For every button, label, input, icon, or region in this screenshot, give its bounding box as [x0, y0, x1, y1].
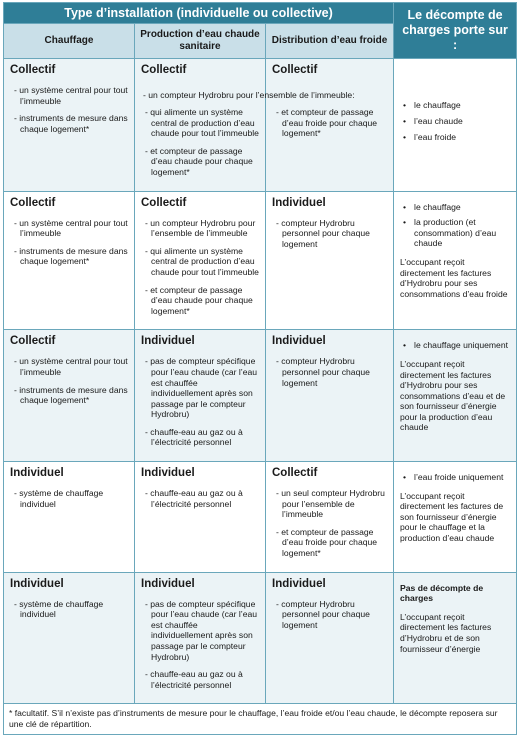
- decompte-text: L’occupant reçoit directement les factures d’Hydrobru et de son fournisseur d’énergie: [400, 611, 492, 654]
- row1-decompte-cell: [394, 59, 517, 192]
- cell-title: Individuel: [272, 577, 326, 590]
- list-item: - instruments de mesure dans chaque logement*: [10, 385, 128, 406]
- row2-eau-froide-cell: [266, 191, 394, 330]
- list-item: - et compteur de passage d’eau chaude pour chaque logement*: [141, 146, 259, 178]
- cell-title: Individuel: [141, 577, 195, 590]
- row4-chauffage-cell: [4, 462, 135, 573]
- list-item: - et compteur de passage d’eau chaude pour chaque logement*: [141, 285, 259, 317]
- cell-title: Individuel: [141, 335, 195, 348]
- list-item: - compteur Hydrobru personnel pour chaque logement: [272, 356, 387, 388]
- list-item: - et compteur de passage d’eau froide pour chaque logement*: [272, 107, 387, 139]
- row1-eau-chaude-cell: [135, 59, 266, 192]
- row5-chauffage-cell: [4, 572, 135, 704]
- list-item: - chauffe-eau au gaz ou à l’électricité personnel: [141, 427, 259, 448]
- bullet-item: • l’eau froide uniquement: [400, 472, 510, 483]
- table-row: [4, 330, 517, 462]
- type-installation-header: Type d’installation (individuelle ou collective): [4, 3, 394, 24]
- cell-title: Collectif: [10, 335, 56, 348]
- row4-decompte-cell: [394, 462, 517, 573]
- list-item: - système de chauffage individuel: [10, 488, 128, 509]
- row4-eau-chaude-cell: [135, 462, 266, 573]
- decompte-text: L’occupant reçoit directement les factures de son fournisseur d’énergie pour le chauffage et la production d’eau chaude: [400, 490, 504, 544]
- row2-eau-chaude-cell: [135, 191, 266, 330]
- list-item: - pas de compteur spécifique pour l’eau chaude (car l’eau est chauffée individuellement après son passage par le compteur Hydrobru): [141, 599, 259, 663]
- col-eau-froide-header: Distribution d’eau froide: [266, 24, 394, 59]
- cell-title: Collectif: [141, 64, 187, 76]
- row1-chauffage-cell: [4, 59, 135, 192]
- row5-eau-froide-cell: [266, 572, 394, 704]
- list-item: - un système central pour tout l’immeuble: [10, 356, 128, 377]
- cell-title: Individuel: [10, 577, 64, 590]
- row4-eau-froide-cell: [266, 462, 394, 573]
- cell-title: Collectif: [141, 196, 187, 209]
- cell-title: Individuel: [10, 467, 64, 480]
- row3-eau-chaude-cell: [135, 330, 266, 462]
- list-item: - qui alimente un système central de production d’eau chaude pour tout l’immeuble: [141, 246, 259, 278]
- cell-title: Collectif: [10, 196, 56, 209]
- bullet-item: • l’eau froide: [400, 132, 510, 143]
- row1-eau-froide-cell: [266, 59, 394, 192]
- row2-chauffage-cell: [4, 191, 135, 330]
- cell-title: Individuel: [141, 467, 195, 480]
- list-item: - et compteur de passage d’eau froide pour chaque logement*: [272, 527, 387, 559]
- col-chauffage-header: Chauffage: [4, 24, 135, 59]
- decompte-header: Le décompte de charges porte sur :: [394, 3, 517, 59]
- table-row: [4, 462, 517, 573]
- decompte-text: L’occupant reçoit directement les factures d’Hydrobru pour ses consommations d’eau et de son fournisseur d’énergie pour la production d’eau chaude: [400, 358, 506, 433]
- table-row: [4, 59, 517, 192]
- cell-title: Individuel: [272, 335, 326, 348]
- charges-table-container: [3, 2, 516, 735]
- row5-eau-chaude-cell: [135, 572, 266, 704]
- bullet-item: • le chauffage uniquement: [400, 340, 510, 351]
- list-item: - système de chauffage individuel: [10, 599, 128, 620]
- charges-table: [3, 2, 517, 735]
- table-row: [4, 572, 517, 704]
- col-eau-chaude-header: Production d’eau chaude sanitaire: [135, 24, 266, 59]
- decompte-text: L’occupant reçoit directement les factures d’Hydrobru pour ses consommations d’eau froide: [400, 256, 508, 299]
- row5-decompte-cell: [394, 572, 517, 704]
- bullet-item: • l’eau chaude: [400, 116, 510, 127]
- list-item: - un système central pour tout l’immeuble: [10, 218, 128, 239]
- footnote: * facultatif. S’il n’existe pas d’instruments de mesure pour le chauffage, l’eau froide et/ou l’eau chaude, le décompte reposera sur une clé de répartition.: [4, 704, 517, 734]
- list-item: - chauffe-eau au gaz ou à l’électricité personnel: [141, 669, 259, 690]
- cell-title: Collectif: [10, 64, 56, 76]
- table-row: [4, 191, 517, 330]
- bullet-item: • le chauffage: [400, 202, 510, 213]
- row2-decompte-cell: [394, 191, 517, 330]
- cell-title: Collectif: [272, 467, 318, 480]
- cell-title: Individuel: [272, 196, 326, 209]
- row3-chauffage-cell: [4, 330, 135, 462]
- list-item: - instruments de mesure dans chaque logement*: [10, 246, 128, 267]
- list-item: - un compteur Hydrobru pour l’ensemble de l’immeuble: [141, 218, 259, 239]
- list-item: - compteur Hydrobru personnel pour chaque logement: [272, 599, 387, 631]
- row3-eau-froide-cell: [266, 330, 394, 462]
- no-decompte-title: Pas de décompte de charges: [400, 582, 484, 604]
- bullet-item: • le chauffage: [400, 100, 510, 111]
- list-item: - compteur Hydrobru personnel pour chaque logement: [272, 218, 387, 250]
- bullet-item: • la production (et consommation) d’eau chaude: [400, 217, 510, 249]
- list-item: - qui alimente un système central de production d’eau chaude pour tout l’immeuble: [141, 107, 259, 139]
- list-item: - pas de compteur spécifique pour l’eau chaude (car l’eau est chauffée individuellement après son passage par le compteur Hydrobru): [141, 356, 259, 420]
- cell-title: Collectif: [272, 64, 318, 76]
- row1-span-line: - un compteur Hydrobru pour l’ensemble de l’immeuble:: [143, 90, 355, 100]
- list-item: - instruments de mesure dans chaque logement*: [10, 113, 128, 134]
- list-item: - chauffe-eau au gaz ou à l’électricité personnel: [141, 488, 259, 509]
- list-item: - un système central pour tout l’immeuble: [10, 85, 128, 106]
- list-item: - un seul compteur Hydrobru pour l’ensemble de l’immeuble: [272, 488, 387, 520]
- row3-decompte-cell: [394, 330, 517, 462]
